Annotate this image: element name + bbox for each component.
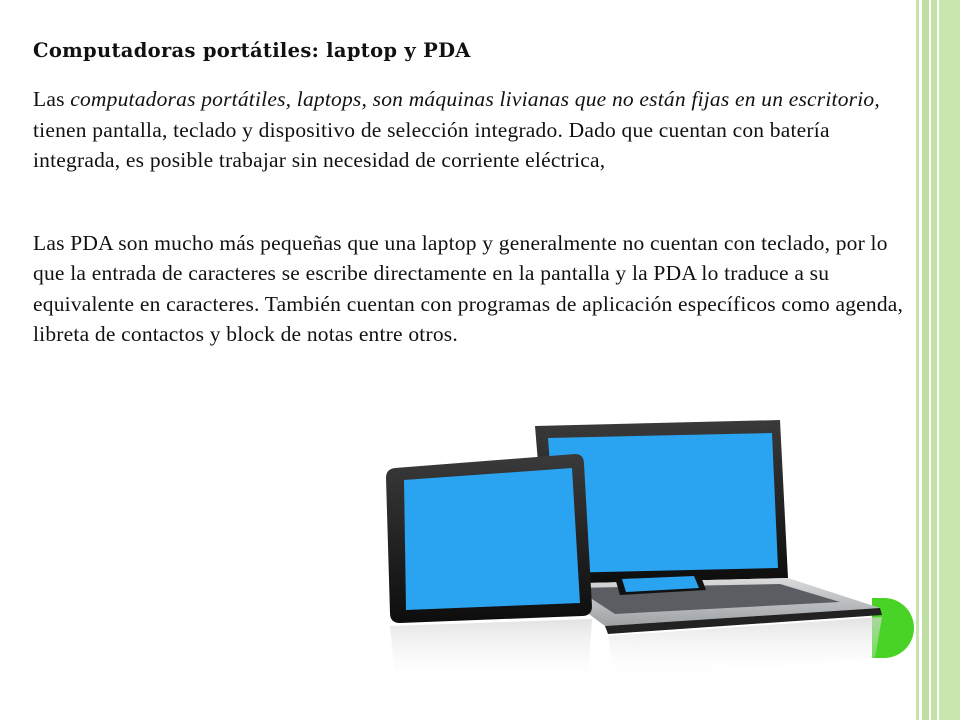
stripe xyxy=(939,0,960,720)
slide-title: Computadoras portátiles: laptop y PDA xyxy=(33,39,471,62)
spacer xyxy=(33,176,913,228)
tablet-reflection xyxy=(390,619,592,686)
decorative-stripes xyxy=(916,0,960,720)
paragraph-laptops-italic: computadoras portátiles, laptops, son máquinas livianas que no están fijas en un escritorio, xyxy=(70,87,880,111)
slide-content xyxy=(33,36,913,350)
paragraph-pda: Las PDA son mucho más pequeñas que una laptop y generalmente no cuentan con teclado, por lo que la entrada de caracteres se escribe directamente en la pantalla y la PDA lo traduce a su equivalente en caracteres. También cuentan con programas de aplicación específicos como agenda, libreta de contactos y block de notas entre otros. xyxy=(33,230,904,346)
paragraph-laptops-rest: tienen pantalla, teclado y dispositivo de selección integrado. Dado que cuentan con batería integrada, es posible trabajar sin necesidad de corriente eléctrica, xyxy=(33,117,830,172)
tablet xyxy=(386,454,592,623)
stripe xyxy=(922,0,929,720)
paragraph-laptops xyxy=(33,84,913,176)
laptop-tablet-phone-illustration xyxy=(370,418,890,720)
paragraph-laptops-prefix: Las xyxy=(33,87,71,111)
tablet-screen xyxy=(404,468,580,610)
